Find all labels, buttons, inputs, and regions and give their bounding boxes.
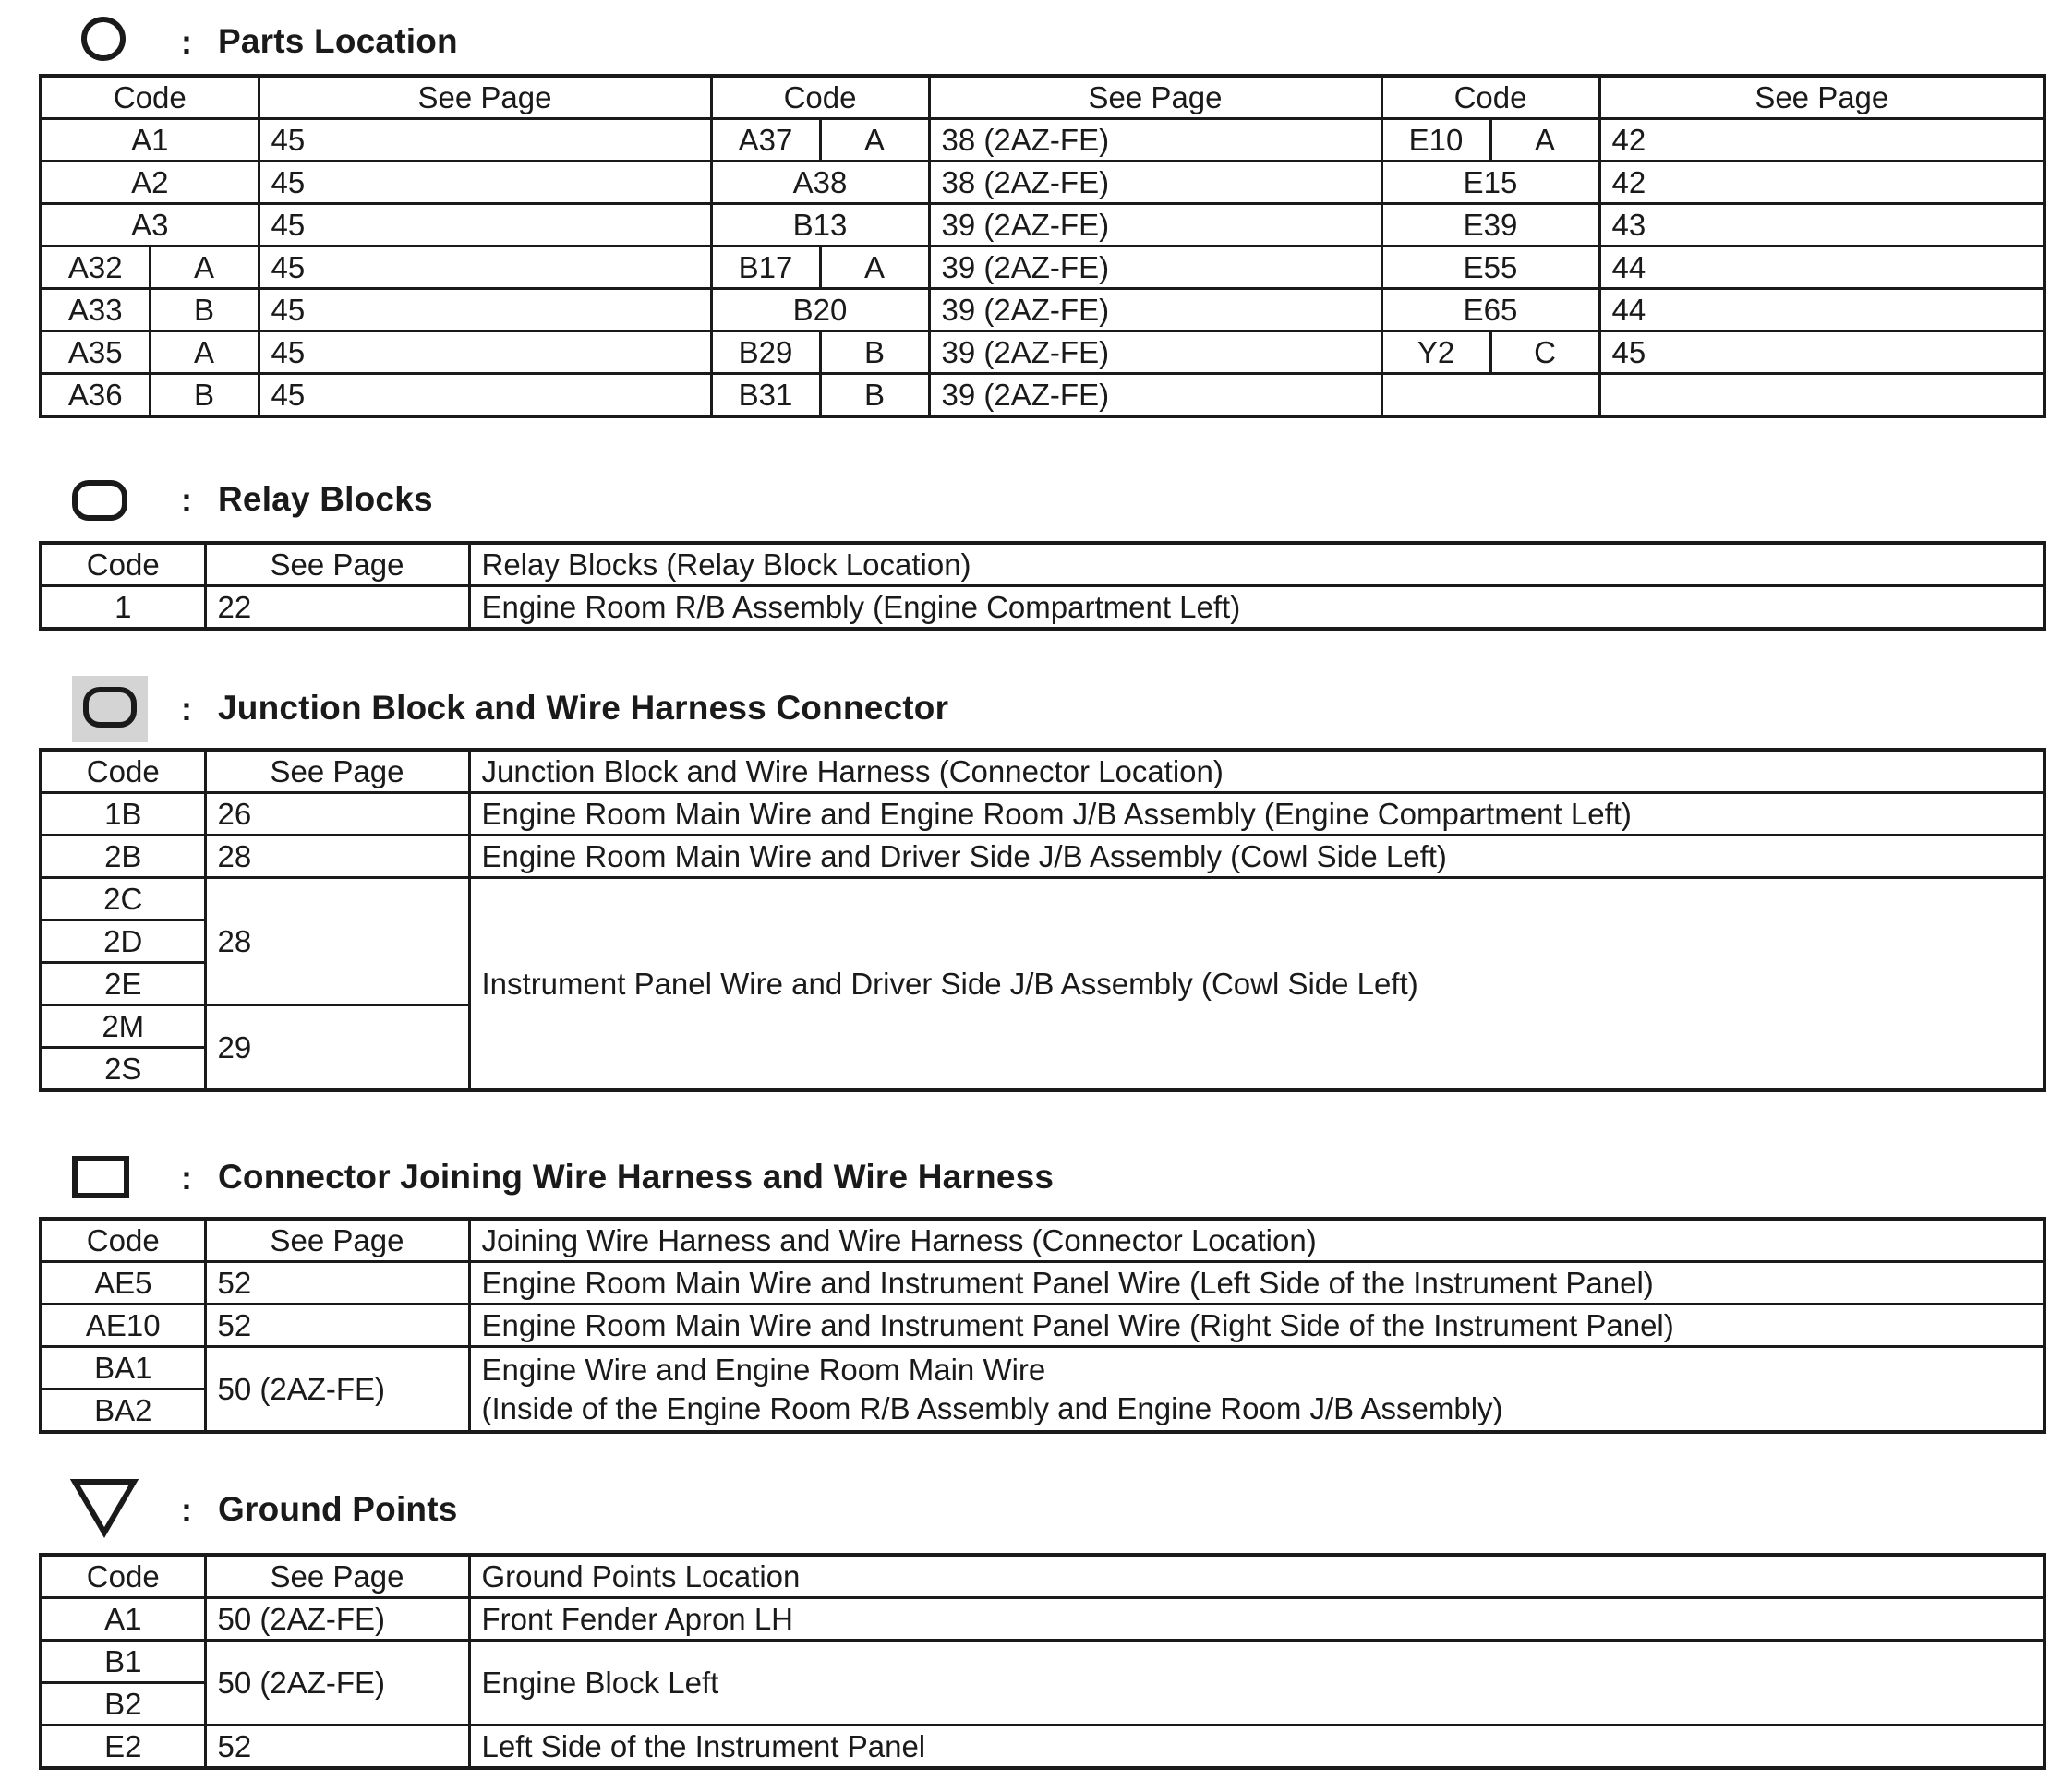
page-cell: 45: [259, 289, 711, 331]
header-see-page: See Page: [205, 1219, 469, 1262]
page-cell: 52: [205, 1726, 469, 1769]
header-location: Junction Block and Wire Harness (Connector Location): [469, 750, 2044, 793]
page-cell: 44: [1599, 247, 2044, 289]
header-code: Code: [41, 76, 259, 119]
code-cell: A35: [41, 331, 150, 374]
page-cell: 26: [205, 793, 469, 836]
page-cell: 38 (2AZ-FE): [929, 162, 1381, 204]
code-cell: 2M: [41, 1005, 205, 1048]
page-cell: 39 (2AZ-FE): [929, 204, 1381, 247]
code-cell: 2E: [41, 963, 205, 1005]
page-cell: 52: [205, 1262, 469, 1305]
empty-cell: [1381, 374, 1599, 417]
code-cell: B1: [41, 1641, 205, 1683]
code-cell: A1: [41, 1598, 205, 1641]
table-row: [41, 247, 2044, 289]
connector-letter-cell: A: [150, 247, 259, 289]
location-cell: Engine Room Main Wire and Driver Side J/B Assembly (Cowl Side Left): [469, 836, 2044, 878]
code-cell: AE10: [41, 1305, 205, 1347]
code-cell: A33: [41, 289, 150, 331]
page-cell: 50 (2AZ-FE): [205, 1347, 469, 1433]
parts-location-heading: [0, 11, 2062, 70]
code-cell: B17: [711, 247, 820, 289]
page-cell: 45: [259, 204, 711, 247]
location-line: Engine Wire and Engine Room Main Wire: [481, 1353, 1046, 1388]
connector-letter-cell: C: [1490, 331, 1599, 374]
table-row: [41, 331, 2044, 374]
code-cell: 1: [41, 586, 205, 630]
code-cell: 2S: [41, 1048, 205, 1091]
table-row: [41, 162, 2044, 204]
code-cell: A3: [41, 204, 259, 247]
square-icon: [72, 1156, 129, 1198]
code-cell: A32: [41, 247, 150, 289]
connector-letter-cell: A: [820, 247, 929, 289]
relay-blocks-heading: [0, 469, 2062, 528]
circle-icon: [81, 17, 126, 61]
header-code: Code: [711, 76, 929, 119]
code-cell: E65: [1381, 289, 1599, 331]
table-header-row: [41, 76, 2044, 119]
code-cell: B29: [711, 331, 820, 374]
table-row: [41, 586, 2044, 630]
code-cell: BA2: [41, 1389, 205, 1433]
code-cell: B2: [41, 1683, 205, 1726]
page-cell: 42: [1599, 162, 2044, 204]
table-row: [41, 1305, 2044, 1347]
heading-colon: :: [181, 481, 192, 519]
connector-joining-table: [39, 1217, 2046, 1434]
table-row: [41, 289, 2044, 331]
junction-block-table: [39, 748, 2046, 1092]
header-code: Code: [41, 750, 205, 793]
page-cell: 45: [259, 247, 711, 289]
page-cell: 42: [1599, 119, 2044, 162]
code-cell: E15: [1381, 162, 1599, 204]
rounded-rectangle-icon: [72, 480, 127, 521]
location-cell: Engine Room Main Wire and Engine Room J/B Assembly (Engine Compartment Left): [469, 793, 2044, 836]
table-row: [41, 119, 2044, 162]
header-see-page: See Page: [205, 543, 469, 586]
location-cell: Engine Room Main Wire and Instrument Panel Wire (Left Side of the Instrument Panel): [469, 1262, 2044, 1305]
connector-letter-cell: B: [820, 331, 929, 374]
header-location: Relay Blocks (Relay Block Location): [469, 543, 2044, 586]
location-line: (Inside of the Engine Room R/B Assembly and Engine Room J/B Assembly): [481, 1390, 1503, 1425]
code-cell: 2C: [41, 878, 205, 920]
location-cell: [469, 1347, 2044, 1433]
heading-colon: :: [181, 1491, 192, 1529]
header-code: Code: [41, 1555, 205, 1598]
code-cell: B13: [711, 204, 929, 247]
header-see-page: See Page: [205, 1555, 469, 1598]
page-cell: 38 (2AZ-FE): [929, 119, 1381, 162]
page-cell: 45: [1599, 331, 2044, 374]
header-location: Ground Points Location: [469, 1555, 2044, 1598]
table-row: [41, 1347, 2044, 1389]
code-cell: A38: [711, 162, 929, 204]
header-code: Code: [41, 1219, 205, 1262]
page-cell: 45: [259, 331, 711, 374]
section-title: Parts Location: [218, 22, 458, 60]
connector-joining-heading: [0, 1145, 2062, 1204]
code-cell: A37: [711, 119, 820, 162]
heading-colon: :: [181, 1159, 192, 1197]
page-cell: 39 (2AZ-FE): [929, 247, 1381, 289]
table-row: [41, 1262, 2044, 1305]
relay-blocks-table: [39, 541, 2046, 631]
header-code: Code: [41, 543, 205, 586]
code-cell: E2: [41, 1726, 205, 1769]
empty-cell: [1599, 374, 2044, 417]
location-cell: Left Side of the Instrument Panel: [469, 1726, 2044, 1769]
table-header-row: [41, 543, 2044, 586]
code-cell: 2B: [41, 836, 205, 878]
page-cell: 28: [205, 836, 469, 878]
table-header-row: [41, 1219, 2044, 1262]
table-row: [41, 793, 2044, 836]
page-cell: 45: [259, 119, 711, 162]
table-row: [41, 204, 2044, 247]
table-row: [41, 1598, 2044, 1641]
connector-letter-cell: B: [820, 374, 929, 417]
code-cell: E10: [1381, 119, 1490, 162]
header-see-page: See Page: [929, 76, 1381, 119]
page-cell: 39 (2AZ-FE): [929, 331, 1381, 374]
code-cell: BA1: [41, 1347, 205, 1389]
page-cell: 45: [259, 162, 711, 204]
header-code: Code: [1381, 76, 1599, 119]
code-cell: 2D: [41, 920, 205, 963]
code-cell: B20: [711, 289, 929, 331]
table-row: [41, 836, 2044, 878]
connector-letter-cell: B: [150, 374, 259, 417]
table-row: [41, 1726, 2044, 1769]
rounded-rectangle-icon: [83, 687, 137, 728]
parts-location-table: [39, 74, 2046, 418]
heading-colon: :: [181, 23, 192, 61]
page-cell: 29: [205, 1005, 469, 1091]
code-cell: B31: [711, 374, 820, 417]
code-cell: E55: [1381, 247, 1599, 289]
connector-letter-cell: A: [820, 119, 929, 162]
location-cell: Instrument Panel Wire and Driver Side J/B Assembly (Cowl Side Left): [469, 878, 2044, 1091]
table-header-row: [41, 750, 2044, 793]
header-see-page: See Page: [1599, 76, 2044, 119]
table-row: [41, 1641, 2044, 1683]
triangle-down-icon: [70, 1477, 139, 1538]
junction-block-heading: [0, 676, 2062, 735]
table-header-row: [41, 1555, 2044, 1598]
page-cell: 50 (2AZ-FE): [205, 1598, 469, 1641]
header-see-page: See Page: [205, 750, 469, 793]
ground-points-table: [39, 1553, 2046, 1770]
header-see-page: See Page: [259, 76, 711, 119]
page-cell: 28: [205, 878, 469, 1005]
page-cell: 39 (2AZ-FE): [929, 289, 1381, 331]
connector-letter-cell: A: [1490, 119, 1599, 162]
table-row: [41, 878, 2044, 920]
code-cell: Y2: [1381, 331, 1490, 374]
page-cell: 50 (2AZ-FE): [205, 1641, 469, 1726]
code-cell: AE5: [41, 1262, 205, 1305]
page-cell: 45: [259, 374, 711, 417]
page-cell: 52: [205, 1305, 469, 1347]
code-cell: E39: [1381, 204, 1599, 247]
ground-points-heading: [0, 1477, 2062, 1536]
header-location: Joining Wire Harness and Wire Harness (Connector Location): [469, 1219, 2044, 1262]
location-cell: Engine Room R/B Assembly (Engine Compartment Left): [469, 586, 2044, 630]
page-cell: 39 (2AZ-FE): [929, 374, 1381, 417]
location-cell: Engine Block Left: [469, 1641, 2044, 1726]
page-cell: 22: [205, 586, 469, 630]
section-title: Ground Points: [218, 1490, 458, 1528]
section-title: Junction Block and Wire Harness Connector: [218, 689, 949, 727]
code-cell: 1B: [41, 793, 205, 836]
page-cell: 43: [1599, 204, 2044, 247]
code-cell: A1: [41, 119, 259, 162]
heading-colon: :: [181, 690, 192, 728]
section-title: Relay Blocks: [218, 480, 433, 518]
table-row: [41, 374, 2044, 417]
connector-letter-cell: B: [150, 289, 259, 331]
code-cell: A2: [41, 162, 259, 204]
section-title: Connector Joining Wire Harness and Wire Harness: [218, 1158, 1055, 1196]
page-cell: 44: [1599, 289, 2044, 331]
connector-letter-cell: A: [150, 331, 259, 374]
location-cell: Front Fender Apron LH: [469, 1598, 2044, 1641]
location-cell: Engine Room Main Wire and Instrument Panel Wire (Right Side of the Instrument Panel): [469, 1305, 2044, 1347]
code-cell: A36: [41, 374, 150, 417]
